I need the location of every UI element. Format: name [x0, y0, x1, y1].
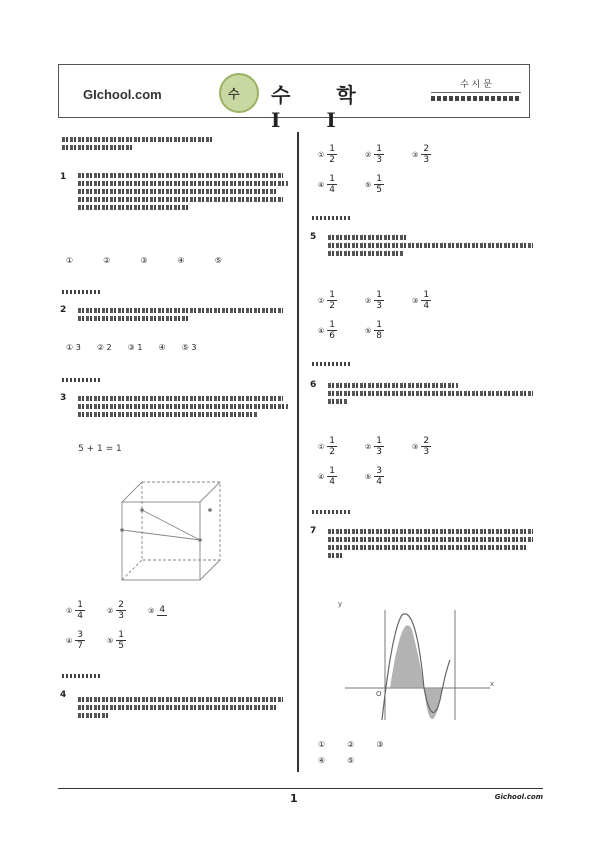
choice[interactable]: ② $\frac{2}{3}$	[107, 600, 125, 621]
choice[interactable]: ① $\frac{1}{2}$	[318, 144, 336, 165]
question-5-text	[328, 232, 538, 259]
choice[interactable]: ②	[103, 256, 111, 265]
choice[interactable]: ③ $\frac{1}{4}$	[412, 290, 430, 311]
section-heading	[62, 134, 222, 153]
exam-info: 수 시 문	[431, 77, 521, 101]
question-1-text	[78, 170, 288, 213]
question-4-text	[78, 694, 288, 721]
question-6-choices	[318, 436, 431, 457]
question-7-choices-row2	[318, 756, 354, 765]
choice[interactable]: ④	[158, 343, 166, 352]
svg-text:O: O	[376, 690, 382, 698]
choice[interactable]: ② $\frac{1}{3}$	[365, 144, 383, 165]
question-5-choices	[318, 290, 431, 311]
page-header	[58, 64, 530, 132]
cube-figure	[110, 470, 235, 590]
choice[interactable]: ①	[318, 740, 326, 749]
footer-rule	[58, 788, 543, 789]
choice[interactable]: ① $\frac{1}{4}$	[66, 600, 84, 621]
question-4-number: 4	[60, 690, 67, 700]
question-tag	[62, 288, 104, 295]
question-6-number: 6	[310, 380, 317, 390]
svg-text:y: y	[338, 600, 343, 608]
question-5-choices-row2	[318, 320, 384, 341]
choice[interactable]: ③ 4	[148, 605, 166, 615]
choice[interactable]: ② 2	[96, 343, 112, 352]
question-tag	[312, 214, 354, 221]
integral-graph	[330, 590, 540, 730]
question-3-number: 3	[60, 393, 67, 403]
choice[interactable]: ① 3	[66, 343, 81, 352]
question-1-choices	[66, 256, 222, 265]
choice[interactable]: ② $\frac{1}{3}$	[365, 290, 383, 311]
choice[interactable]: ⑤	[214, 256, 222, 265]
column-divider	[297, 132, 299, 772]
choice[interactable]: ⑤ $\frac{3}{4}$	[365, 466, 383, 487]
choice[interactable]: ④	[318, 756, 326, 765]
question-tag	[62, 672, 104, 679]
choice[interactable]: ④ $\frac{1}{4}$	[318, 466, 336, 487]
choice[interactable]: ③	[376, 740, 384, 749]
choice[interactable]: ①	[66, 256, 74, 265]
question-3-choices	[66, 600, 167, 621]
question-3-choices-row2	[66, 630, 126, 651]
footer-site: Gichool.com	[494, 793, 543, 801]
choice[interactable]: ① $\frac{1}{2}$	[318, 290, 336, 311]
question-3-text	[78, 393, 288, 420]
choice[interactable]: ②	[347, 740, 355, 749]
choice[interactable]: ③ 1	[127, 343, 143, 352]
site-logo: GIchool.com	[83, 87, 162, 102]
page-number: 1	[290, 792, 298, 805]
choice[interactable]: ① $\frac{1}{2}$	[318, 436, 336, 457]
question-7-text	[328, 526, 538, 561]
subject-title: 수학 II	[271, 83, 402, 132]
choice[interactable]: ⑤ $\frac{1}{8}$	[365, 320, 383, 341]
question-1-number: 1	[60, 172, 67, 182]
choice[interactable]: ④	[177, 256, 185, 265]
choice[interactable]: ⑤ $\frac{1}{5}$	[107, 630, 125, 651]
choice[interactable]: ③ $\frac{2}{3}$	[412, 436, 430, 457]
question-7-choices	[318, 740, 384, 749]
choice[interactable]: ④ $\frac{1}{4}$	[318, 174, 336, 195]
top-choices	[318, 144, 431, 165]
question-6-text	[328, 380, 538, 407]
subject-emblem: 수	[219, 73, 259, 113]
question-2-choices	[66, 343, 196, 352]
choice[interactable]: ⑤ 3	[181, 343, 197, 352]
choice[interactable]: ② $\frac{1}{3}$	[365, 436, 383, 457]
choice[interactable]: ③	[140, 256, 148, 265]
choice[interactable]: ⑤ $\frac{1}{5}$	[365, 174, 383, 195]
question-tag	[312, 360, 354, 367]
choice[interactable]: ③ $\frac{2}{3}$	[412, 144, 430, 165]
question-2-text	[78, 305, 288, 324]
question-3-given: 5 + 1 = 1	[78, 444, 122, 454]
choice[interactable]: ④ $\frac{1}{6}$	[318, 320, 336, 341]
question-7-number: 7	[310, 526, 317, 536]
question-5-number: 5	[310, 232, 317, 242]
top-choices-row2	[318, 174, 384, 195]
question-tag	[62, 376, 104, 383]
choice[interactable]: ④ $\frac{3}{7}$	[66, 630, 84, 651]
question-6-choices-row2	[318, 466, 384, 487]
choice[interactable]: ⑤	[347, 756, 355, 765]
question-tag	[312, 508, 354, 515]
svg-text:x: x	[490, 680, 495, 688]
question-2-number: 2	[60, 305, 67, 315]
